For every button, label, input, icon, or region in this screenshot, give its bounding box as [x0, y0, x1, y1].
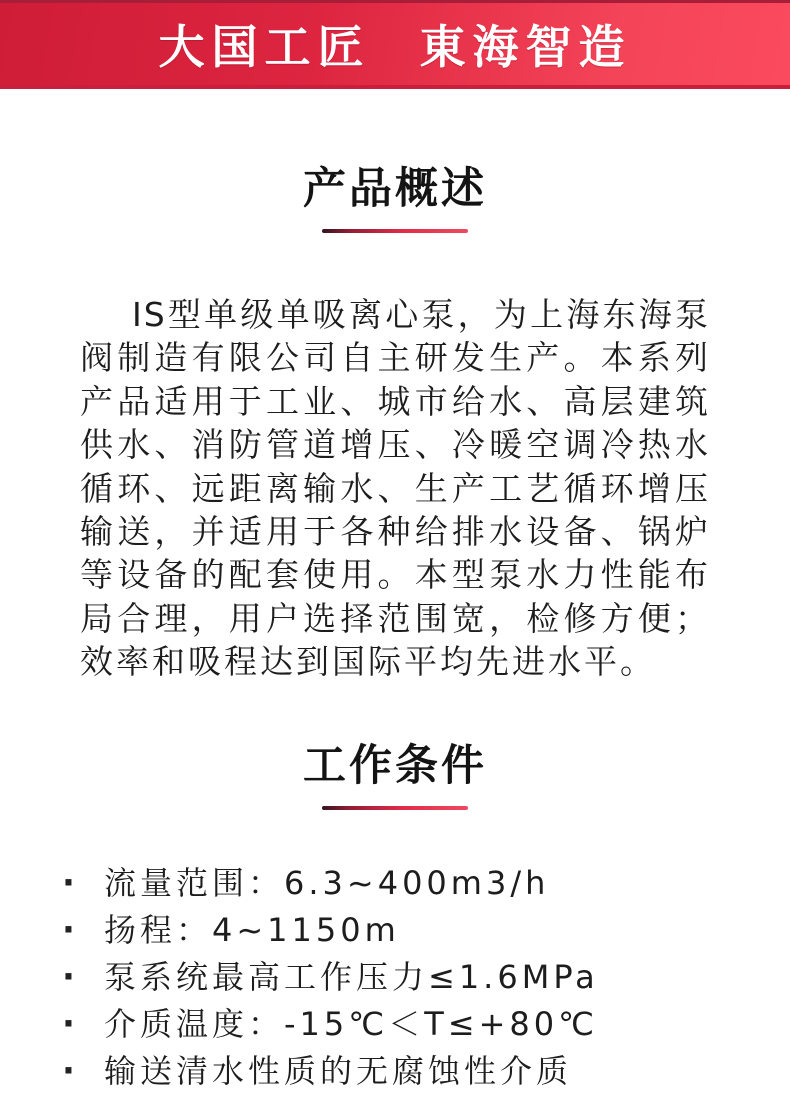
paragraph-line: 阀制造有限公司自主研发生产。本系列 [80, 338, 710, 378]
paragraph-line: 供水、消防管道增压、冷暖空调冷热水 [80, 425, 710, 465]
condition-text: 流量范围：6.3~400m3/h [104, 863, 550, 902]
condition-item [62, 954, 760, 1001]
paragraph-line: 局合理，用户选择范围宽，检修方便； [80, 598, 710, 638]
condition-item [62, 1001, 760, 1048]
condition-item [62, 860, 760, 907]
overview-title-underline [322, 229, 468, 233]
brand-banner-title: 大国工匠 東海智造 [158, 20, 632, 74]
condition-text: 介质温度：-15℃＜T≤+80℃ [104, 1004, 599, 1043]
bullet-icon: · [62, 1050, 75, 1091]
overview-section-title: 产品概述 [303, 164, 487, 214]
conditions-section-header [0, 684, 790, 810]
bullet-icon: · [62, 1003, 75, 1044]
conditions-title-underline [322, 806, 468, 810]
paragraph-line: 效率和吸程达到国际平均先进水平。 [80, 642, 656, 682]
bullet-icon: · [62, 909, 75, 950]
condition-item [62, 1048, 760, 1095]
condition-item [62, 907, 760, 954]
paragraph-line: IS型单级单吸离心泵，为上海东海泵 [132, 295, 710, 334]
condition-text: 输送清水性质的无腐蚀性介质 [104, 1051, 573, 1090]
paragraph-line: 产品适用于工业、城市给水、高层建筑 [80, 381, 710, 421]
paragraph-line: 等设备的配套使用。本型泵水力性能布 [80, 555, 710, 595]
condition-text: 泵系统最高工作压力≤1.6MPa [104, 957, 599, 996]
bullet-icon: · [62, 956, 75, 997]
paragraph-line: 输送，并适用于各种给排水设备、锅炉 [80, 512, 710, 552]
paragraph-line: 循环、远距离输水、生产工艺循环增压 [80, 468, 710, 508]
conditions-list [62, 860, 760, 1095]
condition-text: 扬程：4~1150m [104, 910, 400, 949]
conditions-section-title: 工作条件 [303, 740, 487, 791]
overview-section-header [0, 89, 790, 233]
brand-banner [0, 0, 790, 89]
bullet-icon: · [62, 862, 75, 903]
overview-paragraph [80, 293, 710, 684]
